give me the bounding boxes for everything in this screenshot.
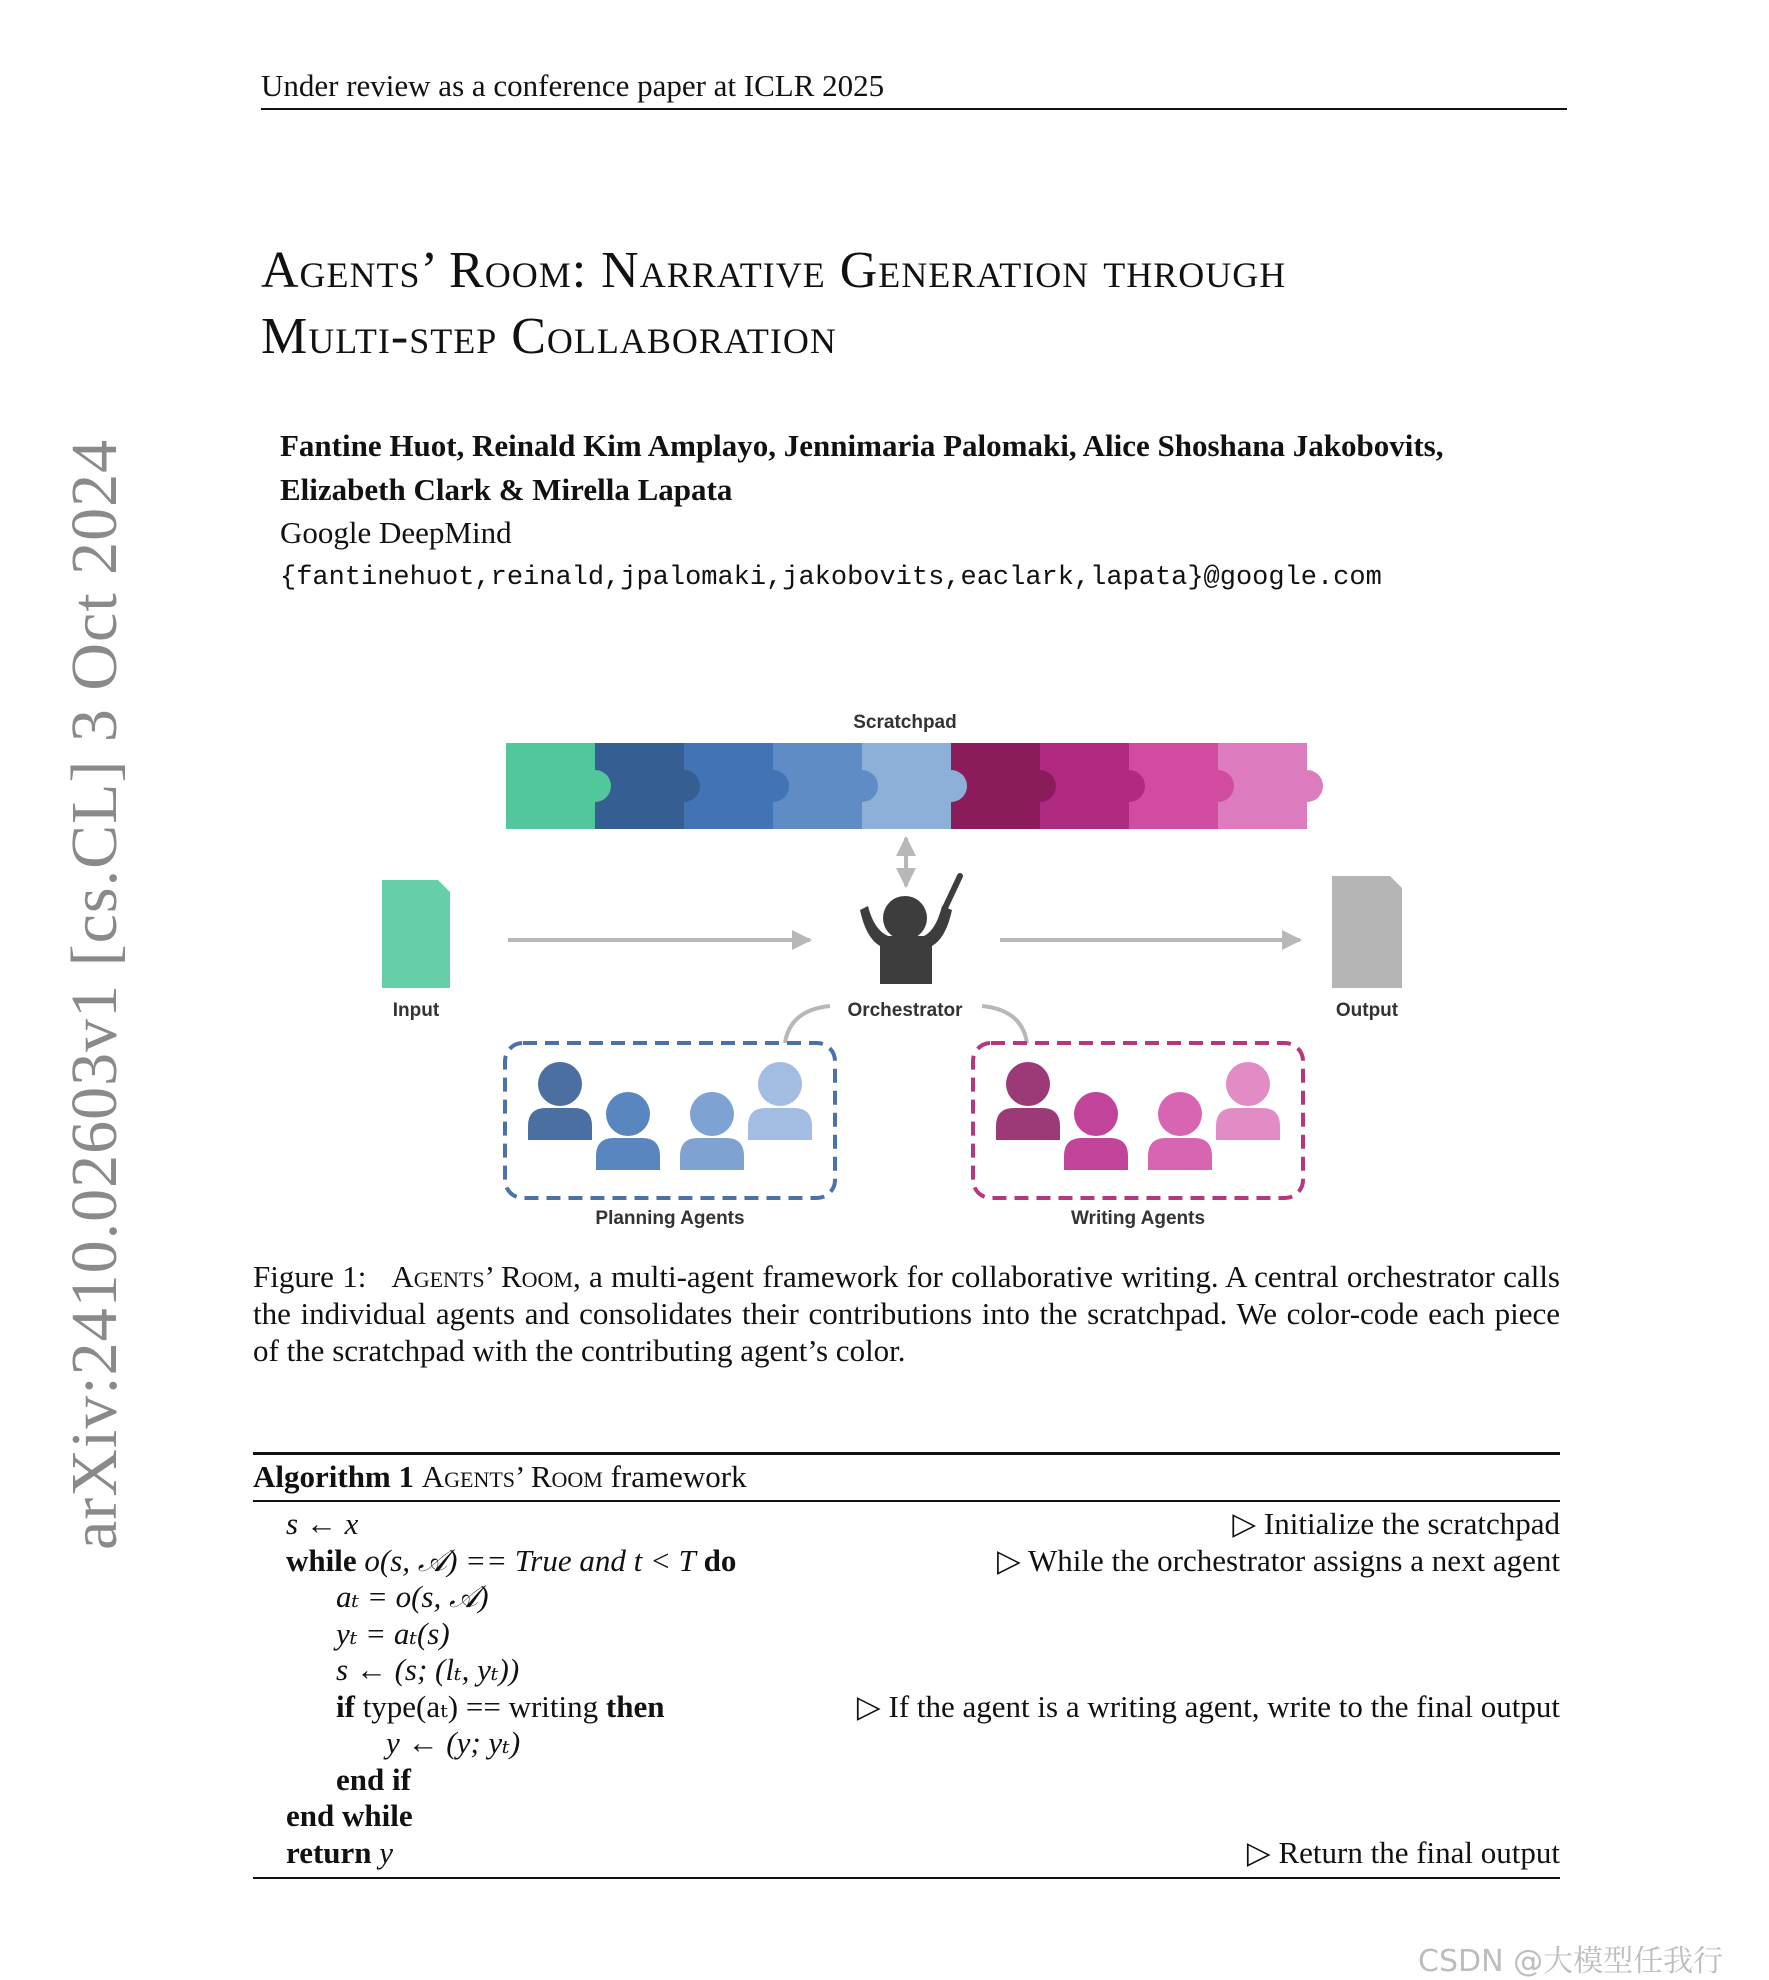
- algorithm-line: [253, 1835, 1560, 1872]
- algo-code: [286, 1543, 736, 1580]
- algorithm-name: Agents’ Room: [421, 1459, 603, 1494]
- algo-keyword: return: [286, 1834, 372, 1870]
- scratchpad-label: Scratchpad: [853, 712, 957, 733]
- planning-agent-2: [596, 1092, 660, 1170]
- algorithm-line: [253, 1616, 1560, 1653]
- algo-code: s ← x: [286, 1506, 359, 1541]
- orchestrator-planning-connector: [785, 1006, 830, 1043]
- output-document-icon: [1332, 876, 1402, 988]
- writing-agents-label: Writing Agents: [1070, 1208, 1206, 1229]
- scratchpad-knob-3: [757, 770, 789, 802]
- scratchpad-knob-8: [1202, 770, 1234, 802]
- algorithm-line: [253, 1762, 1560, 1799]
- algo-expr: type(aₜ) == writing: [362, 1688, 599, 1724]
- scratchpad-knob-7: [1113, 770, 1145, 802]
- planning-agent-4: [748, 1062, 812, 1140]
- algo-keyword: then: [605, 1688, 665, 1724]
- algorithm-line: [253, 1579, 1560, 1616]
- algo-code: [286, 1835, 393, 1872]
- algorithm-1: [253, 1452, 1560, 1879]
- scratchpad-knob-1: [579, 770, 611, 802]
- scratchpad-knob-4: [846, 770, 878, 802]
- algorithm-line: [253, 1652, 1560, 1689]
- running-header: Under review as a conference paper at ICLR 2025: [261, 66, 1567, 110]
- writing-agent-3: [1148, 1092, 1212, 1170]
- algorithm-label: Algorithm 1: [253, 1459, 415, 1494]
- orchestrator-label: Orchestrator: [847, 1000, 963, 1021]
- algorithm-line: [253, 1689, 1560, 1726]
- algorithm-body: [253, 1502, 1560, 1879]
- algorithm-line: [253, 1506, 1560, 1543]
- figure-1-diagram: [360, 700, 1410, 1240]
- author-list: [280, 424, 1580, 512]
- output-label: Output: [1335, 1000, 1399, 1021]
- scratchpad-knob-5: [935, 770, 967, 802]
- orchestrator-writing-connector: [982, 1006, 1027, 1043]
- algo-code: s ← (s; (lₜ, yₜ)): [336, 1652, 520, 1687]
- paper-title: [261, 238, 1581, 370]
- arxiv-stamp: arXiv:2410.02603v1 [cs.CL] 3 Oct 2024: [58, 438, 131, 1550]
- algo-keyword: end if: [336, 1761, 411, 1797]
- algorithm-suffix: framework: [610, 1459, 747, 1494]
- writing-agent-4: [1216, 1062, 1280, 1140]
- csdn-watermark: CSDN @大模型任我行: [1418, 1944, 1724, 1979]
- authors-line-2: Elizabeth Clark & Mirella Lapata: [280, 472, 733, 507]
- scratchpad: [506, 743, 1323, 829]
- planning-agent-3: [680, 1092, 744, 1170]
- algo-expr: y: [379, 1834, 394, 1870]
- algo-comment: ▷ Return the final output: [1246, 1834, 1560, 1870]
- writing-agent-1: [996, 1062, 1060, 1140]
- planning-agents-label: Planning Agents: [595, 1208, 745, 1229]
- algorithm-line: [253, 1798, 1560, 1835]
- algo-keyword: if: [336, 1688, 355, 1724]
- algorithm-line: [253, 1543, 1560, 1580]
- algorithm-line: [253, 1725, 1560, 1762]
- algo-code: y ← (y; yₜ): [386, 1725, 521, 1760]
- author-emails: {fantinehuot,reinald,jpalomaki,jakobovits,eaclark,lapata}@google.com: [280, 563, 1382, 593]
- caption-text: , a multi-agent framework for collaborative writing. A central orchestrator calls the individual agents and consolidates their contributions into the scratchpad. We color-code each piece of the scratchpad with the contributing agent’s color.: [253, 1259, 1560, 1368]
- input-document-icon: [382, 880, 450, 988]
- algo-expr: o(s, 𝒜) == True and t < T: [364, 1542, 696, 1578]
- title-line-1: Agents’ Room: Narrative Generation through: [261, 242, 1287, 299]
- algo-comment: ▷ Initialize the scratchpad: [1232, 1506, 1560, 1541]
- scratchpad-knob-9: [1291, 770, 1323, 802]
- algo-comment: ▷ While the orchestrator assigns a next agent: [996, 1542, 1560, 1578]
- title-line-2: Multi-step Collaboration: [261, 308, 837, 365]
- algo-code: [336, 1689, 664, 1726]
- scratchpad-knob-6: [1024, 770, 1056, 802]
- caption-framework-name: Agents’ Room: [391, 1259, 573, 1294]
- scratchpad-knob-2: [668, 770, 700, 802]
- algo-comment: ▷ If the agent is a writing agent, write to the final output: [856, 1688, 1560, 1724]
- algo-keyword: end while: [286, 1798, 413, 1833]
- algorithm-header: [253, 1452, 1560, 1502]
- figure-1-caption: [253, 1258, 1560, 1369]
- writing-agent-2: [1064, 1092, 1128, 1170]
- algo-code: aₜ = o(s, 𝒜): [336, 1579, 489, 1614]
- authors-line-1: Fantine Huot, Reinald Kim Amplayo, Jennimaria Palomaki, Alice Shoshana Jakobovits,: [280, 428, 1444, 463]
- caption-label: Figure 1:: [253, 1259, 367, 1294]
- algo-code: yₜ = aₜ(s): [336, 1615, 450, 1651]
- orchestrator-icon: [860, 876, 960, 984]
- algo-keyword: do: [703, 1542, 737, 1578]
- algo-keyword: while: [286, 1542, 357, 1578]
- affiliation: Google DeepMind: [280, 515, 512, 550]
- planning-agent-1: [528, 1062, 592, 1140]
- input-label: Input: [392, 1000, 440, 1021]
